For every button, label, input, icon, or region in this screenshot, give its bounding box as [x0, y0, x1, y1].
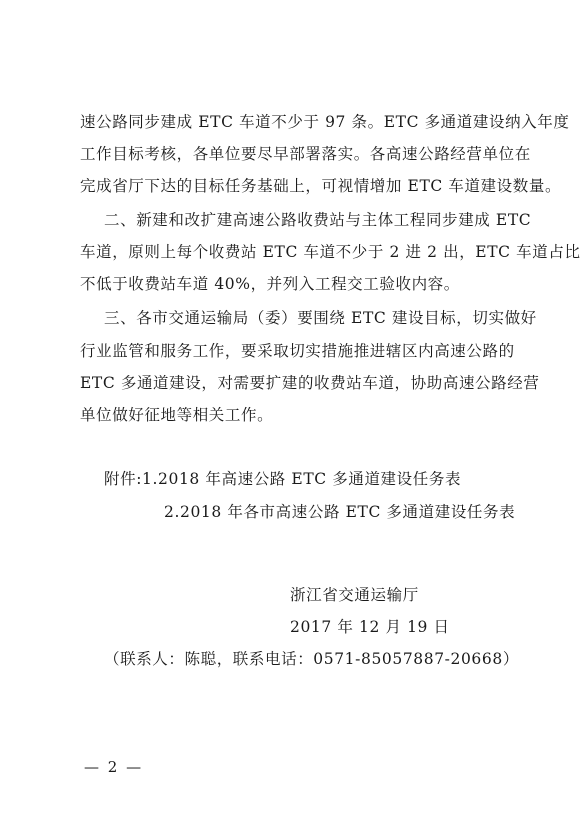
paragraph1-line1: 速公路同步建成 ETC 车道不少于 97 条。ETC 多通道建设纳入年度: [80, 113, 570, 131]
attachment-item-2: 2.2018 年各市高速公路 ETC 多通道建设任务表: [164, 503, 516, 521]
page-number: — 2 —: [84, 758, 144, 776]
attachment-item-1: 1.2018 年高速公路 ETC 多通道建设任务表: [142, 470, 462, 488]
paragraph3-line4: 单位做好征地等相关工作。: [80, 406, 274, 424]
paragraph3-line2: 行业监管和服务工作，要采取切实措施推进辖区内高速公路的: [80, 342, 515, 360]
paragraph2-line1: 二、新建和改扩建高速公路收费站与主体工程同步建成 ETC: [104, 211, 532, 229]
contact-info: （联系人：陈聪，联系电话：0571-85057887-20668）: [104, 650, 519, 668]
paragraph3-line1: 三、各市交通运输局（委）要围绕 ETC 建设目标，切实做好: [104, 309, 537, 327]
paragraph1-line2: 工作目标考核，各单位要尽早部署落实。各高速公路经营单位在: [80, 145, 531, 163]
paragraph1-line3: 完成省厅下达的目标任务基础上，可视情增加 ETC 车道建设数量。: [80, 177, 562, 195]
paragraph2-line2: 车道，原则上每个收费站 ETC 车道不少于 2 进 2 出，ETC 车道占比: [80, 243, 581, 261]
paragraph2-line3: 不低于收费站车道 40%，并列入工程交工验收内容。: [80, 275, 460, 293]
issuing-organization: 浙江省交通运输厅: [290, 586, 419, 604]
issue-date: 2017 年 12 月 19 日: [290, 618, 450, 636]
attachments-label: 附件:: [104, 470, 143, 488]
attachments-line1: [104, 469, 461, 489]
paragraph3-line3: ETC 多通道建设，对需要扩建的收费站车道，协助高速公路经营: [80, 374, 540, 392]
